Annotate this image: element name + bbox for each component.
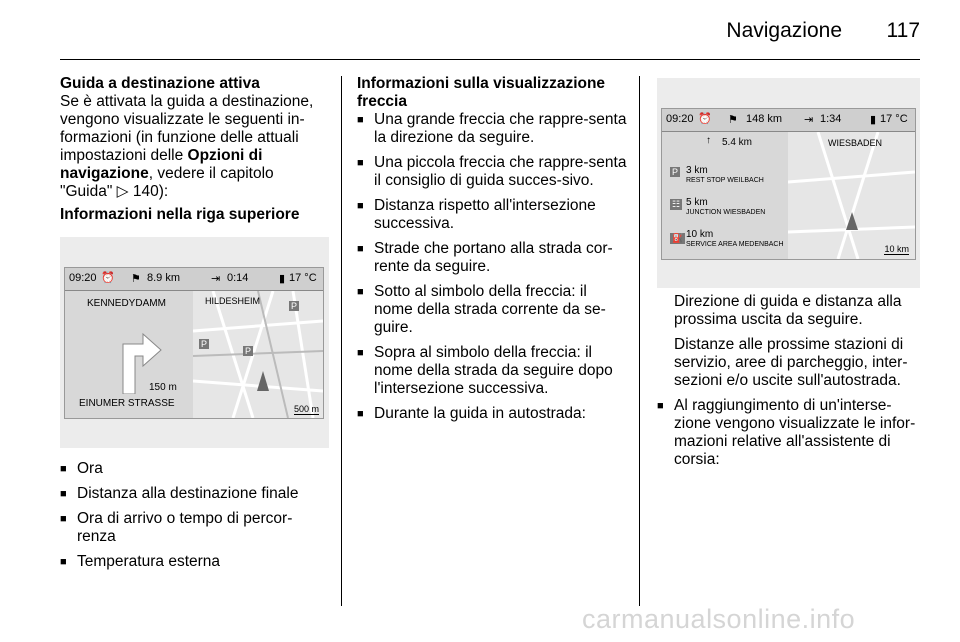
arrival-text: 0:14 <box>227 272 249 284</box>
intro-text-2: , vedere il capitolo "Guida" <box>60 165 274 200</box>
flag-icon: ⚑ <box>131 273 141 285</box>
list-item: ■ Sopra al simbolo della freccia: il nome della strada da seguire dopo l'intersezione successiva. <box>357 344 627 398</box>
scale-label: 500 m <box>293 404 319 414</box>
clock-icon: ⏰ <box>698 113 712 125</box>
temperature-text: 17 °C <box>289 272 317 284</box>
city-label: WIESBADEN <box>828 138 883 148</box>
intro-text: Se è attivata la guida a destinazione, vengono visualizzate le seguenti in-formazioni (in funzione delle attuali impostazioni delle <box>60 93 314 164</box>
row-name: REST STOP WEILBACH <box>686 177 764 184</box>
exit-distance-label: 5.4 km <box>722 137 753 148</box>
clock-text: 09:20 <box>69 272 97 284</box>
rest-stop-icon: P <box>672 167 679 177</box>
column-divider-2 <box>639 76 640 606</box>
middle-column <box>357 75 627 430</box>
street-current-label: KENNEDYDAMM <box>87 298 166 309</box>
map-area <box>788 132 915 259</box>
list-item: ■ Temperatura esterna <box>60 553 328 571</box>
parking-icon-3: P <box>291 301 298 311</box>
clock-text: 09:20 <box>666 113 694 125</box>
nav-screen-image-1 <box>60 237 329 448</box>
column-divider-1 <box>341 76 342 606</box>
up-arrow-icon: ↑ <box>706 135 711 146</box>
intro-paragraph <box>60 93 328 201</box>
list-item: ■ Ora <box>60 460 328 478</box>
thermometer-icon: ▮ <box>279 273 286 285</box>
middle-heading: Informazioni sulla visualizzazione freccia <box>357 75 606 110</box>
list-item: ■ Ora di arrivo o tempo di percor-renza <box>60 510 328 546</box>
arrow-ref-icon: ▷ <box>116 183 129 200</box>
header-rule <box>60 59 920 60</box>
arrival-arrow-icon: ⇥ <box>211 273 221 285</box>
turn-distance-label: 150 m <box>149 382 177 393</box>
left-column <box>60 75 328 224</box>
indent-paragraph: Direzione di guida e distanza alla prossima uscita da seguire. <box>674 293 902 328</box>
options-link-text: Opzioni di navigazione <box>60 147 263 182</box>
row-distance: 3 km <box>686 165 708 176</box>
left-bullets <box>60 460 328 578</box>
junction-icon: ☷ <box>672 199 681 209</box>
list-item: ■ Durante la guida in autostrada: <box>357 405 627 423</box>
list-item: ■ Distanza rispetto all'intersezione successiva. <box>357 197 627 233</box>
list-item: ■ Strade che portano alla strada cor-rente da seguire. <box>357 240 627 276</box>
right-column <box>657 293 922 476</box>
row-name: SERVICE AREA MEDENBACH <box>686 241 784 248</box>
page-ref: 140): <box>128 183 169 200</box>
page-number: 117 <box>886 19 920 42</box>
section-title: Navigazione <box>726 19 842 42</box>
list-item: ■ Al raggiungimento di un'interse-zione vengono visualizzate le infor-mazioni relative all'assistente di corsia: <box>657 397 922 469</box>
service-area-icon: ⛽ <box>672 233 684 243</box>
map-roads <box>193 291 323 418</box>
list-item: ■ Una grande freccia che rappre-senta la direzione da seguire. <box>357 111 627 147</box>
clock-icon: ⏰ <box>101 272 115 284</box>
nav-screen-image-2 <box>657 78 920 288</box>
list-item: ■ Sotto al simbolo della freccia: il nome della strada corrente da se-guire. <box>357 283 627 337</box>
watermark: carmanualsonline.info <box>582 604 856 634</box>
row-name: JUNCTION WIESBADEN <box>686 209 766 216</box>
page-header <box>60 16 920 50</box>
thermometer-icon: ▮ <box>870 114 877 126</box>
flag-icon: ⚑ <box>728 114 738 126</box>
left-subheading: Informazioni nella riga superiore <box>60 206 300 223</box>
distance-text: 148 km <box>746 113 783 125</box>
parking-icon: P <box>201 339 208 349</box>
left-heading: Guida a destinazione attiva <box>60 75 260 92</box>
status-bar <box>662 109 915 132</box>
scale-label: 10 km <box>884 244 909 254</box>
distance-text: 8.9 km <box>147 272 181 284</box>
arrival-arrow-icon: ⇥ <box>804 114 814 126</box>
map-area <box>193 291 323 418</box>
parking-icon-2: P <box>245 346 252 356</box>
status-bar <box>65 268 323 291</box>
list-item: ■ Distanza alla destinazione finale <box>60 485 328 503</box>
city-label: HILDESHEIM <box>205 296 261 306</box>
indent-paragraph: Distanze alle prossime stazioni di servizio, aree di parcheggio, inter-sezioni e/o uscite sull'autostrada. <box>674 336 908 389</box>
temperature-text: 17 °C <box>880 113 908 125</box>
nav-display-1 <box>64 267 324 419</box>
arrival-text: 1:34 <box>820 113 842 125</box>
street-next-label: EINUMER STRASSE <box>79 398 175 409</box>
row-distance: 5 km <box>686 197 708 208</box>
map-roads <box>788 132 915 259</box>
list-item: ■ Una piccola freccia che rappre-senta il consiglio di guida succes-sivo. <box>357 154 627 190</box>
row-distance: 10 km <box>686 229 714 240</box>
nav-display-2 <box>661 108 916 260</box>
